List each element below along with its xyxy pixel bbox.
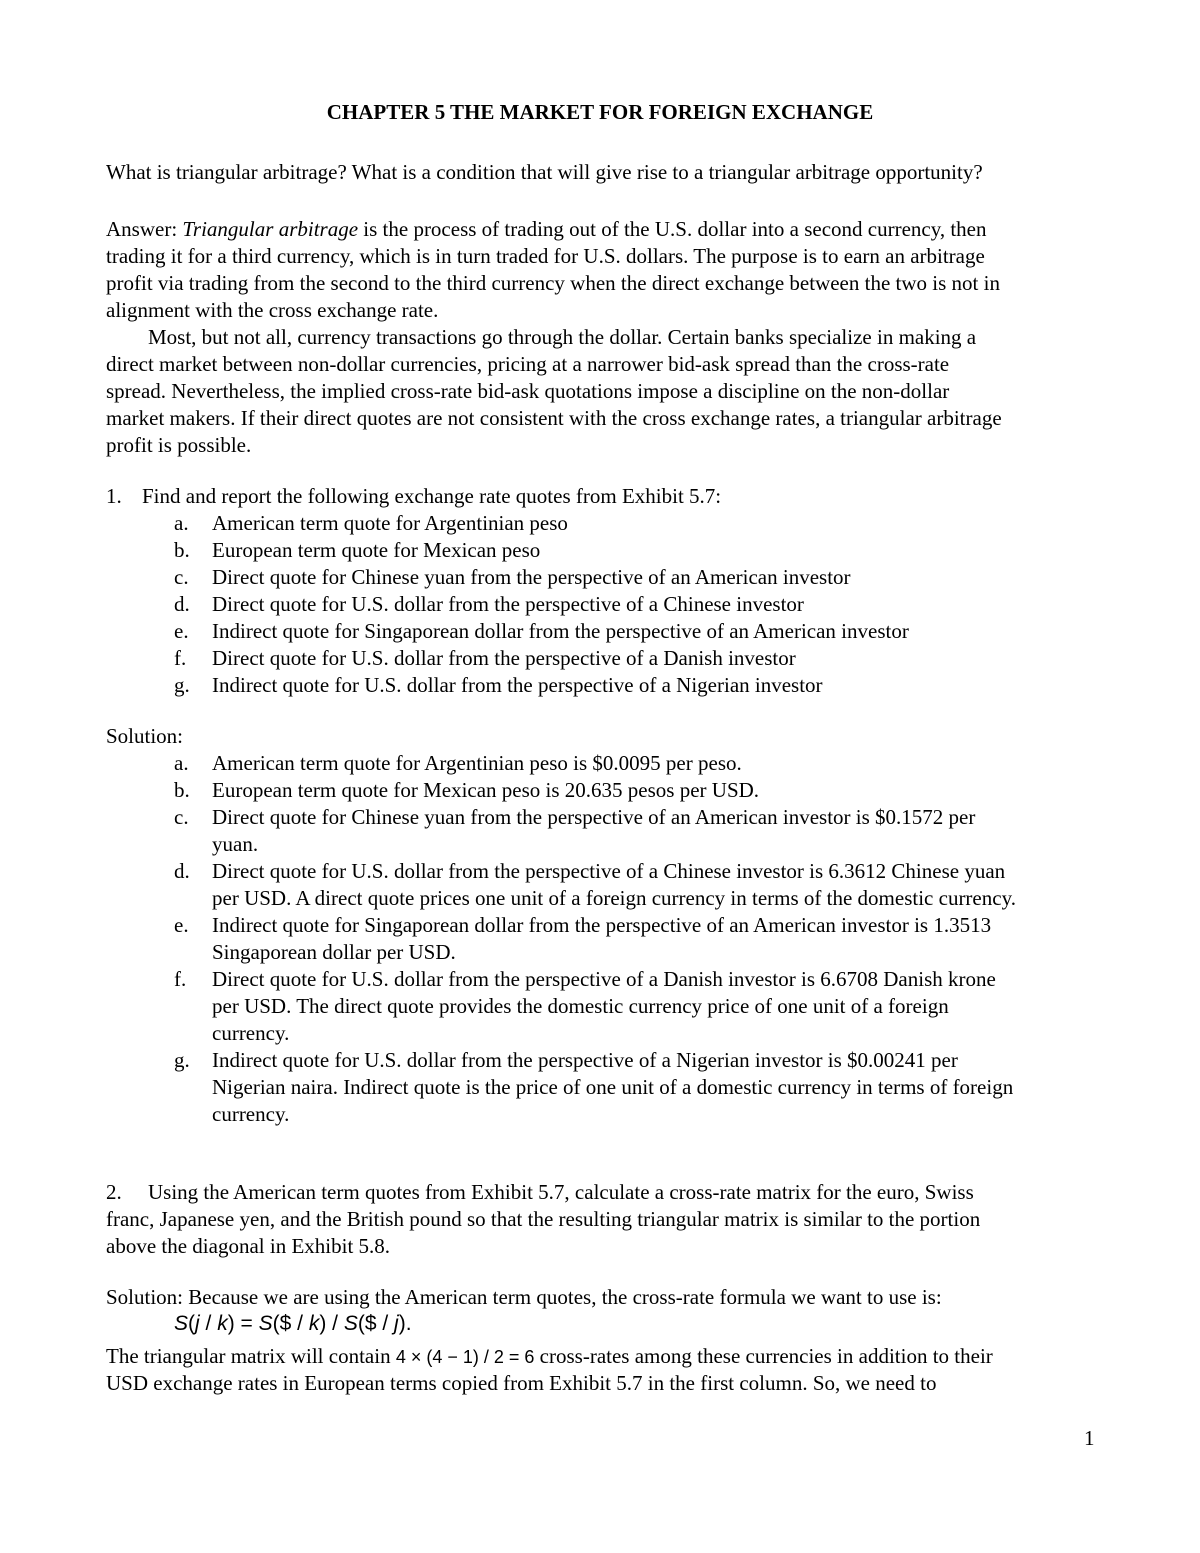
solution-item-label: f. [174, 967, 187, 991]
solution-item-label: e. [174, 913, 189, 937]
list-item-label: c. [174, 565, 189, 589]
list-item-label: b. [174, 538, 190, 562]
answer-line: profit via trading from the second to the third currency when the direct exchange between the two is not in [106, 271, 1000, 295]
solution-item-line: currency. [212, 1021, 290, 1045]
answer-term: Triangular arbitrage [182, 217, 359, 241]
answer-line-1-rest: is the process of trading out of the U.S. dollar into a second currency, then [358, 217, 987, 241]
solution-item-line: yuan. [212, 832, 259, 856]
formula-part: / [199, 1312, 218, 1335]
solution-2-line: Solution: Because we are using the American term quotes, the cross-rate formula we want to use is: [106, 1285, 942, 1309]
list-item: Direct quote for Chinese yuan from the perspective of an American investor [212, 565, 851, 589]
solution-item-line: Indirect quote for U.S. dollar from the perspective of a Nigerian investor is $0.00241 per [212, 1048, 958, 1072]
formula-part: k [217, 1312, 228, 1335]
formula-part: ) / [319, 1312, 344, 1335]
question-2-line: franc, Japanese yen, and the British pound so that the resulting triangular matrix is similar to the portion [106, 1207, 981, 1231]
solution-1-label: Solution: [106, 724, 184, 748]
question-2-line: Using the American term quotes from Exhibit 5.7, calculate a cross-rate matrix for the euro, Swiss [148, 1180, 974, 1204]
solution-2-text: cross-rates among these currencies in addition to their [534, 1344, 993, 1368]
formula-part: ) = [227, 1312, 259, 1335]
question-intro: What is triangular arbitrage? What is a condition that will give rise to a triangular arbitrage opportunity? [106, 160, 983, 184]
solution-2-text: The triangular matrix will contain [106, 1344, 396, 1368]
solution-item-line: Nigerian naira. Indirect quote is the price of one unit of a domestic currency in terms of foreign [212, 1075, 1014, 1099]
solution-2-line [106, 1346, 993, 1367]
solution-2-line: USD exchange rates in European terms copied from Exhibit 5.7 in the first column. So, we need to [106, 1371, 937, 1395]
list-item-label: g. [174, 673, 190, 697]
solution-item-label: g. [174, 1048, 190, 1072]
answer-label: Answer: [106, 217, 183, 241]
question-2-number: 2. [106, 1180, 122, 1204]
question-1-text: Find and report the following exchange rate quotes from Exhibit 5.7: [142, 484, 722, 508]
solution-item-label: a. [174, 751, 189, 775]
list-item: Indirect quote for Singaporean dollar from the perspective of an American investor [212, 619, 909, 643]
list-item: Direct quote for U.S. dollar from the perspective of a Chinese investor [212, 592, 804, 616]
solution-item-line: per USD. A direct quote prices one unit of a foreign currency in terms of the domestic currency. [212, 886, 1016, 910]
solution-item-label: c. [174, 805, 189, 829]
list-item: Indirect quote for U.S. dollar from the perspective of a Nigerian investor [212, 673, 823, 697]
formula-part: k [308, 1312, 320, 1335]
list-item: Direct quote for U.S. dollar from the perspective of a Danish investor [212, 646, 796, 670]
paragraph-line: market makers. If their direct quotes are not consistent with the cross exchange rates, a triangular arbitrage [106, 406, 1002, 430]
formula-part: ). [398, 1312, 412, 1335]
solution-item-line: Direct quote for U.S. dollar from the perspective of a Danish investor is 6.6708 Danish krone [212, 967, 996, 991]
formula-part: ($ / [357, 1312, 395, 1335]
list-item: American term quote for Argentinian peso [212, 511, 568, 535]
list-item-label: d. [174, 592, 190, 616]
cross-rate-formula [174, 1313, 412, 1334]
solution-item-line: Indirect quote for Singaporean dollar from the perspective of an American investor is 1.3513 [212, 913, 992, 937]
answer-line: trading it for a third currency, which is in turn traded for U.S. dollars. The purpose is to earn an arbitrage [106, 244, 985, 268]
answer-line-1 [106, 219, 987, 240]
paragraph-line: direct market between non-dollar currencies, pricing at a narrower bid-ask spread than the cross-rate [106, 352, 950, 376]
answer-line: alignment with the cross exchange rate. [106, 298, 439, 322]
solution-item-line: Direct quote for Chinese yuan from the perspective of an American investor is $0.1572 per [212, 805, 976, 829]
paragraph-line: Most, but not all, currency transactions go through the dollar. Certain banks specialize in making a [148, 325, 977, 349]
formula-part: j [195, 1312, 200, 1335]
paragraph-line: spread. Nevertheless, the implied cross-rate bid-ask quotations impose a discipline on the non-dollar [106, 379, 950, 403]
solution-item-line: Singaporean dollar per USD. [212, 940, 456, 964]
list-item: European term quote for Mexican peso [212, 538, 541, 562]
question-2-line: above the diagonal in Exhibit 5.8. [106, 1234, 391, 1258]
solution-item-label: d. [174, 859, 190, 883]
count-formula: 4 × (4 − 1) / 2 = 6 [395, 1347, 535, 1367]
formula-part: ( [188, 1312, 196, 1335]
formula-part: j [394, 1312, 399, 1335]
formula-part: S [343, 1312, 358, 1335]
list-item-label: a. [174, 511, 189, 535]
list-item-label: e. [174, 619, 189, 643]
solution-item-line: American term quote for Argentinian peso is $0.0095 per peso. [212, 751, 742, 775]
solution-item-line: Direct quote for U.S. dollar from the perspective of a Chinese investor is 6.3612 Chinese yuan [212, 859, 1006, 883]
question-1-number: 1. [106, 484, 122, 508]
chapter-title: CHAPTER 5 THE MARKET FOR FOREIGN EXCHANGE [326, 100, 874, 124]
solution-item-label: b. [174, 778, 190, 802]
paragraph-line: profit is possible. [106, 433, 252, 457]
list-item-label: f. [174, 646, 187, 670]
solution-item-line: per USD. The direct quote provides the domestic currency price of one unit of a foreign [212, 994, 949, 1018]
solution-item-line: European term quote for Mexican peso is 20.635 pesos per USD. [212, 778, 760, 802]
page-number: 1 [1084, 1426, 1095, 1450]
formula-part: S [258, 1312, 273, 1335]
formula-part: S [174, 1312, 189, 1335]
solution-item-line: currency. [212, 1102, 290, 1126]
formula-part: ($ / [272, 1312, 309, 1335]
